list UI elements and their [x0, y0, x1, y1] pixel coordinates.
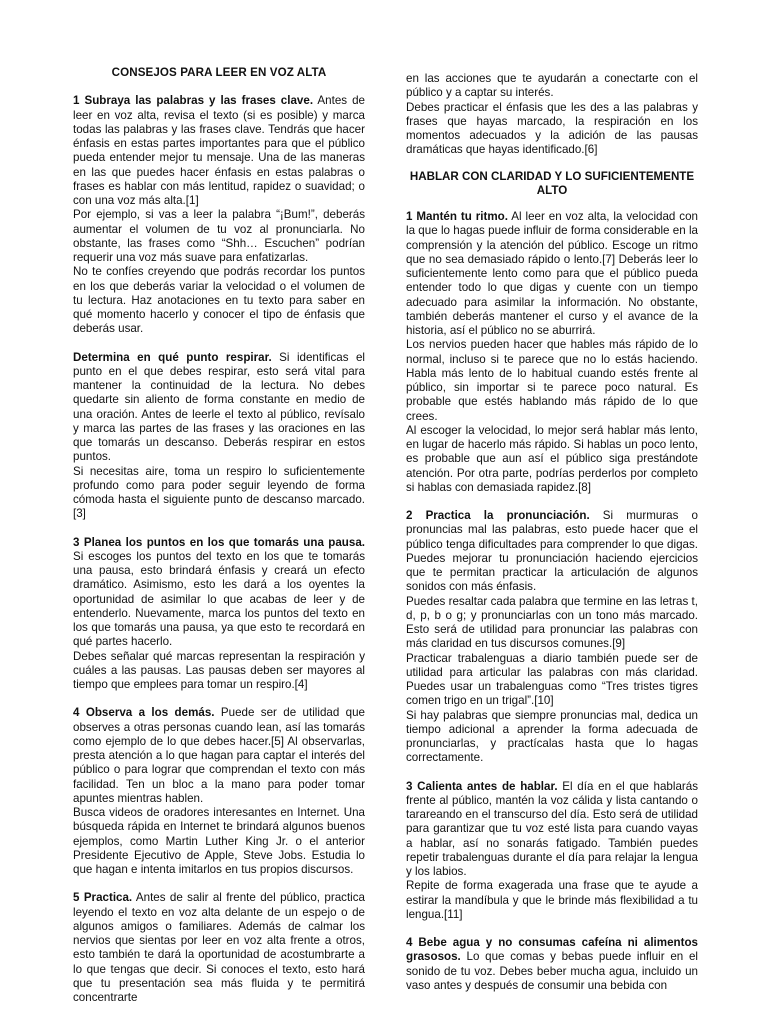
section-4-paragraph-2: Busca videos de oradores interesantes en Internet. Una búsqueda rápida en Internet te brindará algunos buenos ejemplos, como Martin Luther King Jr. o el anterior Presidente Ejecutivo de Apple, Steve Jobs. Estudia lo que hagan e intenta imitarlos en tus propios discursos. [73, 806, 365, 876]
section-2-heading: Determina en qué punto respirar. [73, 350, 272, 364]
spacer [406, 495, 698, 509]
section-2-text-1: Si identificas el punto en el que debes respirar, esto será vital para mantener la continuidad de la lectura. No debes quedarte sin aliento de forma constante en medio de una oración. Antes de leerle el texto al público, revísalo y marca las partes de las frases y las oraciones en las que tomarás un descanso. Deberás respirar en estos puntos. [73, 350, 365, 464]
right-section-1-heading: 1 Mantén tu ritmo. [406, 210, 508, 223]
continued-paragraph-1: en las acciones que te ayudarán a conectarte con el público y a captar su interés. [406, 72, 698, 100]
right-section-2-paragraph-3: Practicar trabalenguas a diario también puede ser de utilidad para articular las palabras con más claridad. Puedes usar un trabalenguas como “Tres tristes tigres comen trigo en un trigal”.[10] [406, 651, 698, 708]
section-1-paragraph-2: Por ejemplo, si vas a leer la palabra “¡Bum!”, deberás aumentar el volumen de tu voz al pronunciarla. No obstante, las frases como “Shh… Escuchen” podrían requerir una voz más suave para enfatizarlas. [73, 208, 365, 264]
section-3-heading: 3 Planea los puntos en los que tomarás una pausa. [73, 535, 365, 549]
section-3-text-1: Si escoges los puntos del texto en los que te tomarás una pausa, esto brindará énfasis y creará un efecto dramático. Asimismo, esto les dará a los oyentes la oportunidad de asimilar lo que acabas de leer y de entenderlo. Nuevamente, marca los puntos del texto en los que tomarás una pausa, ya que esto te recordará en qué partes hacerlo. [73, 549, 365, 649]
section-title: HABLAR CON CLARIDAD Y LO SUFICIENTEMENTE ALTO [409, 169, 695, 197]
spacer [73, 877, 365, 891]
section-1-paragraph-1 [73, 94, 365, 208]
right-section-1-paragraph-3: Al escoger la velocidad, lo mejor será hablar más lento, en lugar de hacerlo más rápido. Si hablas un poco lento, es probable que aun así el público siga prestándote atención. Por otra parte, podrías perderlos por completo si hablas con demasiada rapidez.[8] [406, 423, 698, 494]
section-1-text-1: Antes de leer en voz alta, revisa el texto (si es posible) y marca todas las palabras y las frases clave. Tendrás que hacer énfasis en estas partes importantes para que el público pueda entender mejor tu mensaje. Una de las maneras en las que puedes hacer énfasis en estas palabras o frases es hablar con más lentitud, rapidez o suavidad; o con una voz más alta.[1] [73, 94, 365, 207]
right-section-2-paragraph-2: Puedes resaltar cada palabra que termine en las letras t, d, p, b o g; y pronunciarlas con un tono más marcado. Esto será de utilidad para pronunciar las palabras con más claridad en tus discursos comunes.[9] [406, 594, 698, 651]
section-1-heading: 1 Subraya las palabras y las frases clave. [73, 94, 314, 108]
left-column [73, 66, 365, 1005]
section-5-text-1: Antes de salir al frente del público, practica leyendo el texto en voz alta delante de un espejo o de algunos amigos o familiares. Además de calmar los nervios que sientas por leer en voz alta frente a otros, esto también te dará la oportunidad de acostumbrarte a lo que tengas que decir. Si conoces el texto, esto hará que tu presentación sea más fluida y te permitirá concentrarte [73, 891, 365, 1004]
continued-paragraph-2: Debes practicar el énfasis que les des a las palabras y frases que hayas marcado, la respiración en los momentos adecuados y la adición de las pausas dramáticas que hayas identificado.[6] [406, 100, 698, 157]
right-section-3-text-1: El día en el que hablarás frente al público, mantén la voz cálida y lista cantando o tarareando en el transcurso del día. Esto será de utilidad para garantizar que tu voz esté lista para cuando vayas a hablar, así no sonarás fatigado. También puedes repetir trabalenguas durante el día para relajar la lengua y los labios. [406, 779, 698, 878]
spacer [73, 522, 365, 536]
right-section-1-paragraph-1 [406, 210, 698, 338]
spacer [73, 337, 365, 351]
spacer [406, 766, 698, 780]
section-2-paragraph-1 [73, 351, 365, 465]
right-section-2-paragraph-1 [406, 509, 698, 595]
section-1-paragraph-3: No te confíes creyendo que podrás recordar los puntos en los que deberás variar la velocidad o el volumen de tu lectura. Haz anotaciones en tu texto para saber en qué momento hacerlo y conocer el tipo de énfasis que deberás usar. [73, 265, 365, 336]
right-section-1-text-1: Al leer en voz alta, la velocidad con la que lo hagas puede influir de forma considerable en la comprensión y la atención del público. Escoge un ritmo que no sea demasiado rápido o lento.[7] Deberás leer lo suficientemente lento como para que el público pueda entender todo lo que digas y cuente con un tiempo adecuado para asimilar la información. No obstante, también deberás mantener el curso y el avance de la historia, así el público no se aburrirá. [406, 210, 698, 337]
right-section-2-paragraph-4: Si hay palabras que siempre pronuncias mal, dedica un tiempo adicional a aprender la forma adecuada de pronunciarlas, y practícalas hasta que lo hagas correctamente. [406, 708, 698, 765]
right-section-2-text-1: Si murmuras o pronuncias mal las palabras, esto puede hacer que el público tenga dificultades para comprender lo que digas. Puedes mejorar tu pronunciación haciendo ejercicios que te permitan practicar la articulación de algunos sonidos con más énfasis. [406, 509, 698, 594]
right-section-3-paragraph-1 [406, 780, 698, 880]
section-4-paragraph-1 [73, 706, 365, 806]
right-section-2-heading: 2 Practica la pronunciación. [406, 509, 590, 522]
section-5-paragraph-1 [73, 891, 365, 1005]
right-column [406, 72, 698, 993]
section-4-heading: 4 Observa a los demás. [73, 706, 215, 720]
section-4-text-1: Puede ser de utilidad que observes a otras personas cuando lean, así las tomarás como ejemplo de lo que debes hacer.[5] Al observarlas, presta atención a lo que hagan para captar el interés del público o para lograr que comprendan el texto con más facilidad. Ten un bloc a la mano para poder tomar apuntes mientras hablen. [73, 706, 366, 805]
right-section-1-paragraph-2: Los nervios pueden hacer que hables más rápido de lo normal, incluso si te parece que no lo estás haciendo. Habla más lento de lo habitual cuando estés frente al público, sin importar si te parece poco natural. Es probable que estés hablando más rápido de lo que crees. [406, 338, 698, 423]
right-section-4-heading: 4 Bebe agua y no consumas cafeína ni alimentos grasosos. [406, 936, 698, 964]
spacer [73, 692, 365, 706]
section-2-paragraph-2: Si necesitas aire, toma un respiro lo suficientemente profundo como para poder seguir leyendo de forma cómoda hasta el siguiente punto de descanso marcado.[3] [73, 464, 365, 521]
right-section-3-paragraph-2: Repite de forma exagerada una frase que te ayude a estirar la mandíbula y que le brinde más flexibilidad a tu lengua.[11] [406, 879, 698, 921]
right-section-4-text-1: Lo que comas y bebas puede influir en el sonido de tu voz. Debes beber mucha agua, incluido un vaso antes y después de consumir una bebida con [406, 950, 698, 992]
section-5-heading: 5 Practica. [73, 891, 133, 905]
right-section-4-paragraph-1 [406, 936, 698, 993]
section-3-paragraph-1 [73, 536, 365, 650]
section-3-paragraph-2: Debes señalar qué marcas representan la respiración y cuáles a las pausas. Las pausas deben ser mayores al tiempo que emplees para tomar un respiro.[4] [73, 649, 365, 691]
right-section-3-heading: 3 Calienta antes de hablar. [406, 779, 558, 793]
document-title: CONSEJOS PARA LEER EN VOZ ALTA [111, 66, 327, 79]
spacer [406, 922, 698, 936]
